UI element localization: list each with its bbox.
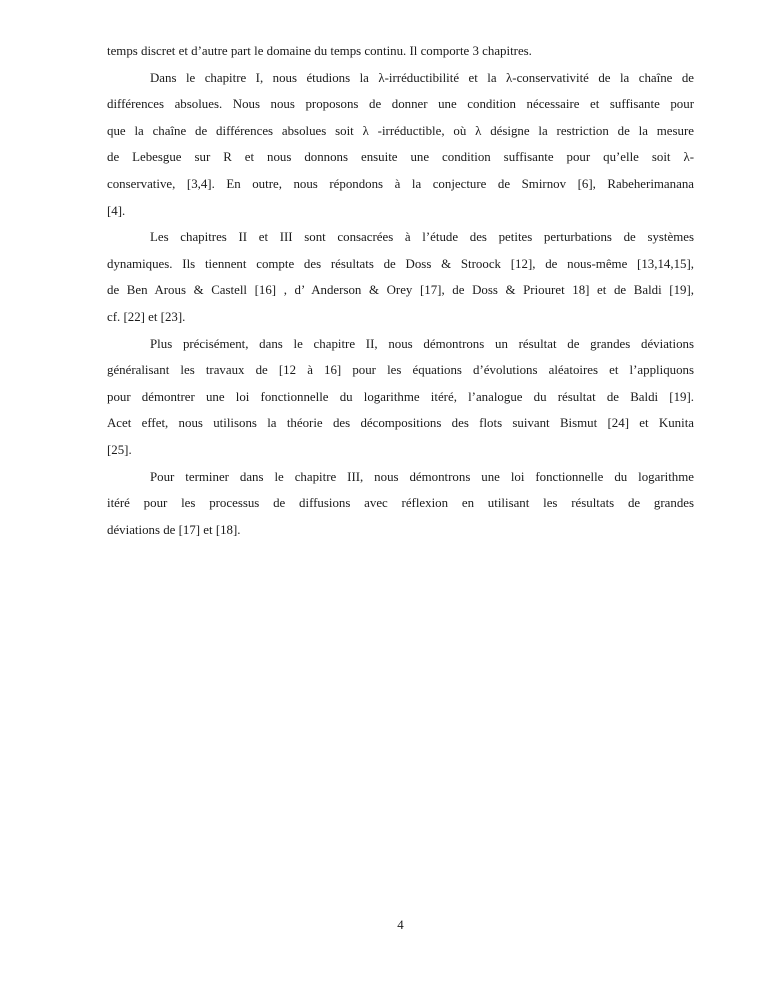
text-line: Dans le chapitre I, nous étudions la λ-irréductibilité et la λ-conservativité de la chaîne de xyxy=(150,70,694,85)
text-line: Plus précisément, dans le chapitre II, nous démontrons un résultat de grandes déviations xyxy=(150,336,694,351)
text-line: [25]. xyxy=(107,442,132,457)
body-text xyxy=(107,38,694,543)
page-number: 4 xyxy=(397,918,404,932)
text-line: [4]. xyxy=(107,203,126,218)
text-line: de Lebesgue sur R et nous donnons ensuite une condition suffisante pour qu’elle soit λ- xyxy=(107,150,694,165)
text-line: déviations de [17] et [18]. xyxy=(107,522,241,537)
text-line: temps discret et d’autre part le domaine du temps continu. Il comporte 3 chapitres. xyxy=(107,44,532,58)
text-line: pour démontrer une loi fonctionnelle du logarithme itéré, l’analogue du résultat de Baldi [19]. xyxy=(107,389,694,404)
text-line: que la chaîne de différences absolues soit λ -irréductible, où λ désigne la restriction de la mesure xyxy=(107,123,694,138)
text-line: cf. [22] et [23]. xyxy=(107,309,186,324)
text-line: Pour terminer dans le chapitre III, nous démontrons une loi fonctionnelle du logarithme xyxy=(150,469,694,484)
text-line: dynamiques. Ils tiennent compte des résultats de Doss & Stroock [12], de nous-même [13,14,15], xyxy=(107,256,694,271)
text-line: de Ben Arous & Castell [16] , d’ Anderson & Orey [17], de Doss & Priouret 18] et de Baldi [19], xyxy=(107,283,694,298)
text-line: itéré pour les processus de diffusions avec réflexion en utilisant les résultats de grandes xyxy=(107,496,694,511)
text-line: généralisant les travaux de [12 à 16] pour les équations d’évolutions aléatoires et l’appliquons xyxy=(107,363,694,378)
text-line: Acet effet, nous utilisons la théorie des décompositions des flots suivant Bismut [24] et Kunita xyxy=(107,416,694,431)
text-line: Les chapitres II et III sont consacrées à l’étude des petites perturbations de systèmes xyxy=(150,230,694,245)
text-line: conservative, [3,4]. En outre, nous répondons à la conjecture de Smirnov [6], Rabeherimanana xyxy=(107,176,694,191)
text-line: différences absolues. Nous nous proposons de donner une condition nécessaire et suffisante pour xyxy=(107,97,694,112)
